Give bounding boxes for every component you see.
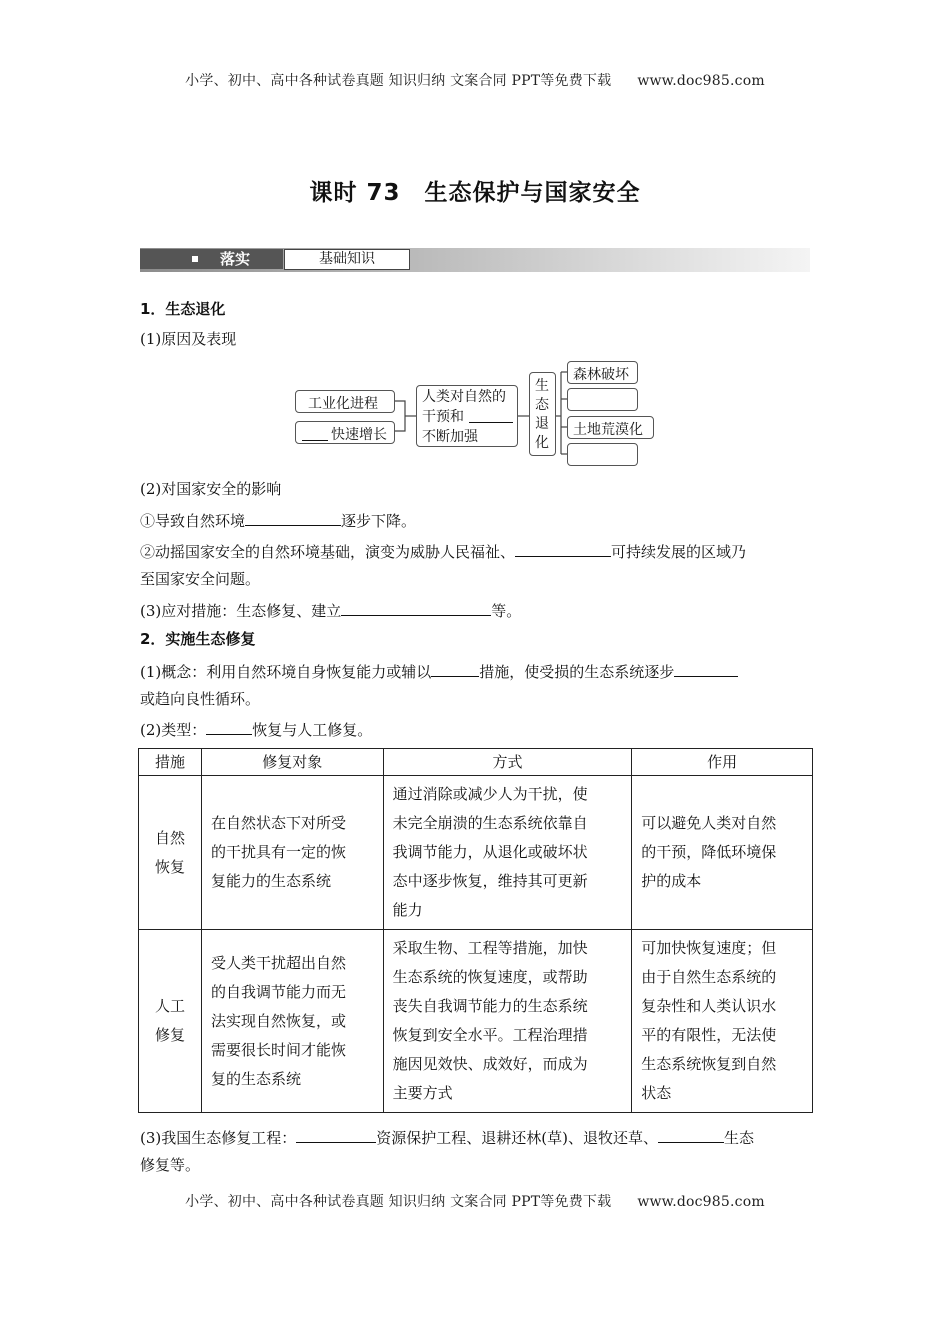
- table-header: 修复对象: [201, 749, 383, 776]
- page-title: 课时 73 生态保护与国家安全: [309, 180, 641, 206]
- s2-c1: (1)概念：利用自然环境自身恢复能力或辅以 措施，使受损的生态系统逐步: [140, 660, 738, 682]
- s2-c3-cont: 修复等。: [140, 1156, 201, 1174]
- diagram-box-blank-1: [567, 388, 638, 411]
- s2-c3: (3)我国生态修复工程： 资源保护工程、退耕还林(草)、退牧还草、 生态: [140, 1126, 754, 1148]
- diagram-box-human-intervention: 人类对自然的 干预和 不断加强: [416, 385, 518, 447]
- s1-p2b-cont: 至国家安全问题。: [140, 570, 261, 588]
- header-site[interactable]: www.doc985.com: [637, 73, 765, 89]
- blank-forest: [296, 1126, 376, 1143]
- blank-wetland: [658, 1126, 724, 1143]
- table-header: 方式: [383, 749, 632, 776]
- header-text: 小学、初中、高中各种试卷真题 知识归纳 文案合同 PPT等免费下载: [185, 73, 612, 89]
- cell-method: 采取生物、工程等措施，加快 生态系统的恢复速度，或帮助 丧失自我调节能力的生态系统 恢复到安全水平。工程治理措 施因见效快、成效好，而成为 主要方式: [383, 930, 632, 1113]
- blank-economy: [515, 540, 611, 557]
- diagram-box-industrialization: 工业化进程: [295, 390, 395, 413]
- cell-object: 受人类干扰超出自然 的自我调节能力而无 法实现自然恢复，或 需要很长时间才能恢 复的生态系统: [201, 930, 383, 1113]
- blank-restore: [674, 660, 738, 677]
- blank-protected-areas: [341, 599, 491, 616]
- footer-site[interactable]: www.doc985.com: [637, 1194, 765, 1210]
- s1-heading: 1．生态退化: [140, 300, 226, 318]
- diagram-box-rapid-growth: 快速增长: [295, 421, 395, 444]
- s1-p2a: ①导致自然环境 逐步下降。: [140, 509, 416, 531]
- blank-natural: [206, 718, 252, 735]
- table-row: [139, 776, 813, 930]
- table-row: [139, 930, 813, 1113]
- footer-text: 小学、初中、高中各种试卷真题 知识归纳 文案合同 PPT等免费下载: [185, 1194, 612, 1210]
- s1-p3: (3)应对措施：生态修复、建立 等。: [140, 599, 521, 621]
- table-header: 措施: [139, 749, 202, 776]
- banner-dark-label: 落实: [220, 250, 251, 268]
- cell-object: 在自然状态下对所受 的干扰具有一定的恢 复能力的生态系统: [201, 776, 383, 930]
- s1-p2b: ②动摇国家安全的自然环境基础，演变为威胁人民福祉、 可持续发展的区域乃: [140, 540, 746, 562]
- diagram-box-desertification: 土地荒漠化: [567, 416, 654, 439]
- cell-effect: 可加快恢复速度；但 由于自然生态系统的 复杂性和人类认识水 平的有限性，无法使 生态系统恢复到自然 状态: [632, 930, 813, 1113]
- diagram-box-blank-2: [567, 443, 638, 466]
- blank-env-quality: [245, 509, 341, 526]
- s2-c1-cont: 或趋向良性循环。: [140, 690, 261, 708]
- table-header: 作用: [632, 749, 813, 776]
- restoration-table: [138, 748, 813, 1113]
- cell-measure: 人工 修复: [139, 930, 202, 1113]
- cell-effect: 可以避免人类对自然 的干预，降低环境保 护的成本: [632, 776, 813, 930]
- s2-c2: (2)类型： 恢复与人工修复。: [140, 718, 372, 740]
- s1-p2: (2)对国家安全的影响: [140, 480, 282, 498]
- blank-artificial: [431, 660, 479, 677]
- diagram-box-deforestation: 森林破坏: [567, 361, 638, 384]
- banner-light-tab: 基础知识: [284, 249, 410, 270]
- cell-measure: 自然 恢复: [139, 776, 202, 930]
- s2-heading: 2．实施生态修复: [140, 630, 256, 648]
- diagram-box-eco-degradation: 生 态 退 化: [529, 372, 556, 456]
- table-header-row: [139, 749, 813, 776]
- cell-method: 通过消除或减少人为干扰，使 未完全崩溃的生态系统依靠自 我调节能力，从退化或破坏状 态中逐步恢复，维持其可更新 能力: [383, 776, 632, 930]
- blank-growth: [302, 424, 328, 441]
- blank-intervention: [469, 406, 513, 423]
- s1-p1: (1)原因及表现: [140, 330, 237, 348]
- page-footer: [0, 1191, 950, 1211]
